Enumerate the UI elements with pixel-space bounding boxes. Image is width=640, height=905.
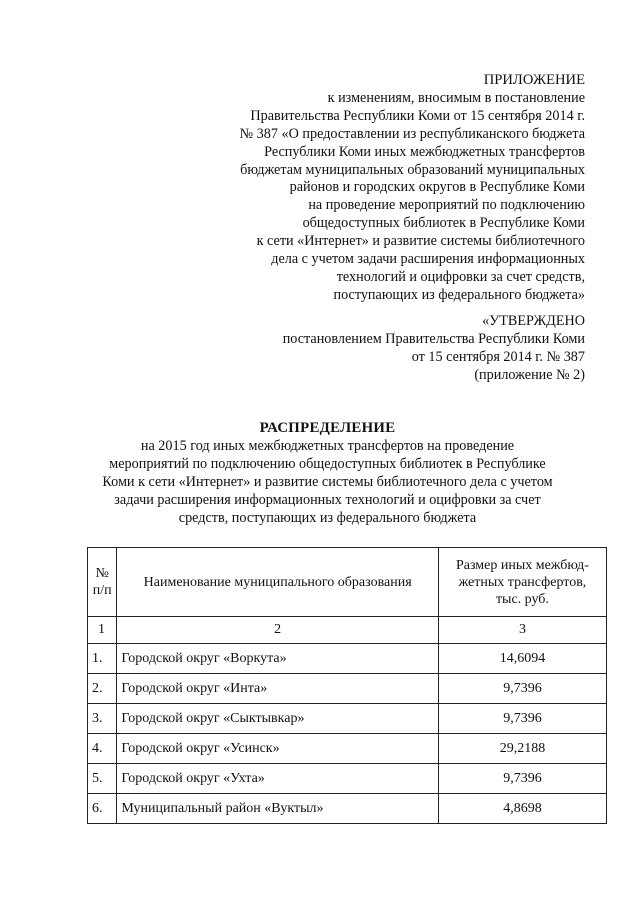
row-number: 1.	[88, 644, 117, 674]
header-value-line: тыс. руб.	[495, 591, 549, 607]
row-number: 5.	[88, 764, 117, 794]
appendix-line: Республики Коми иных межбюджетных трансфертов	[264, 143, 585, 160]
appendix-line: бюджетам муниципальных образований муниципальных	[240, 161, 585, 178]
row-number: 6.	[88, 794, 117, 824]
approved-line: постановлением Правительства Республики Коми	[282, 330, 585, 347]
table-row	[88, 794, 607, 824]
distribution-subtitle-line: Коми к сети «Интернет» и развитие системы библиотечного дела с учетом	[102, 473, 553, 490]
municipality-name: Муниципальный район «Вуктыл»	[117, 794, 438, 824]
header-value-line: жетных трансфертов,	[458, 574, 587, 590]
appendix-line: районов и городских округов в Республике Коми	[289, 179, 585, 196]
table-row	[88, 764, 607, 794]
column-index: 3	[438, 617, 606, 644]
appendix-heading: ПРИЛОЖЕНИЕ	[483, 72, 585, 88]
appendix-line: к изменениям, вносимым в постановление	[327, 89, 585, 106]
table-header-row	[88, 548, 607, 617]
transfer-amount: 9,7396	[438, 704, 606, 734]
appendix-line: Правительства Республики Коми от 15 сентября 2014 г.	[250, 107, 585, 124]
transfer-amount: 29,2188	[438, 734, 606, 764]
distribution-subtitle-line: задачи расширения информационных технологий и оцифровки за счет	[114, 491, 541, 508]
header-number-line: №	[95, 566, 109, 581]
table-row	[88, 644, 607, 674]
header-value-line: Размер иных межбюд-	[455, 557, 589, 573]
distribution-subtitle-line: на 2015 год иных межбюджетных трансфертов на проведение	[140, 437, 515, 454]
appendix-block	[165, 72, 585, 305]
row-number: 3.	[88, 704, 117, 734]
municipality-name: Городской округ «Воркута»	[117, 644, 438, 674]
distribution-table	[87, 547, 607, 824]
transfer-amount: 4,8698	[438, 794, 606, 824]
table-row	[88, 674, 607, 704]
municipality-name: Городской округ «Инта»	[117, 674, 438, 704]
appendix-line: на проведение мероприятий по подключению	[308, 197, 585, 214]
approved-block	[165, 313, 585, 385]
appendix-line: технологий и оцифровки за счет средств,	[336, 268, 585, 285]
appendix-line: к сети «Интернет» и развитие системы библиотечного	[256, 233, 585, 250]
approved-line: от 15 сентября 2014 г. № 387	[411, 348, 585, 365]
distribution-title: РАСПРЕДЕЛЕНИЕ	[259, 420, 396, 436]
table-row	[88, 734, 607, 764]
municipality-name: Городской округ «Усинск»	[117, 734, 438, 764]
approved-line: (приложение № 2)	[474, 366, 585, 383]
distribution-subtitle-line: мероприятий по подключению общедоступных библиотек в Республике	[109, 455, 546, 472]
distribution-subtitle-line: средств, поступающих из федерального бюджета	[178, 509, 477, 526]
distribution-heading	[90, 420, 565, 527]
column-index: 2	[117, 617, 438, 644]
appendix-line: № 387 «О предоставлении из республиканского бюджета	[239, 125, 585, 142]
appendix-line: дела с учетом задачи расширения информационных	[271, 251, 585, 268]
table-row	[88, 704, 607, 734]
municipality-name: Городской округ «Ухта»	[117, 764, 438, 794]
appendix-line: общедоступных библиотек в Республике Коми	[302, 215, 585, 232]
transfer-amount: 14,6094	[438, 644, 606, 674]
header-name: Наименование муниципального образования	[117, 548, 438, 617]
row-number: 4.	[88, 734, 117, 764]
municipality-name: Городской округ «Сыктывкар»	[117, 704, 438, 734]
header-number	[88, 548, 117, 617]
column-index: 1	[88, 617, 117, 644]
row-number: 2.	[88, 674, 117, 704]
header-value	[438, 548, 606, 617]
transfer-amount: 9,7396	[438, 764, 606, 794]
transfer-amount: 9,7396	[438, 674, 606, 704]
appendix-line: поступающих из федерального бюджета»	[333, 286, 585, 303]
header-number-line: п/п	[92, 583, 112, 598]
approved-line: «УТВЕРЖДЕНО	[482, 313, 585, 329]
column-index-row	[88, 617, 607, 644]
